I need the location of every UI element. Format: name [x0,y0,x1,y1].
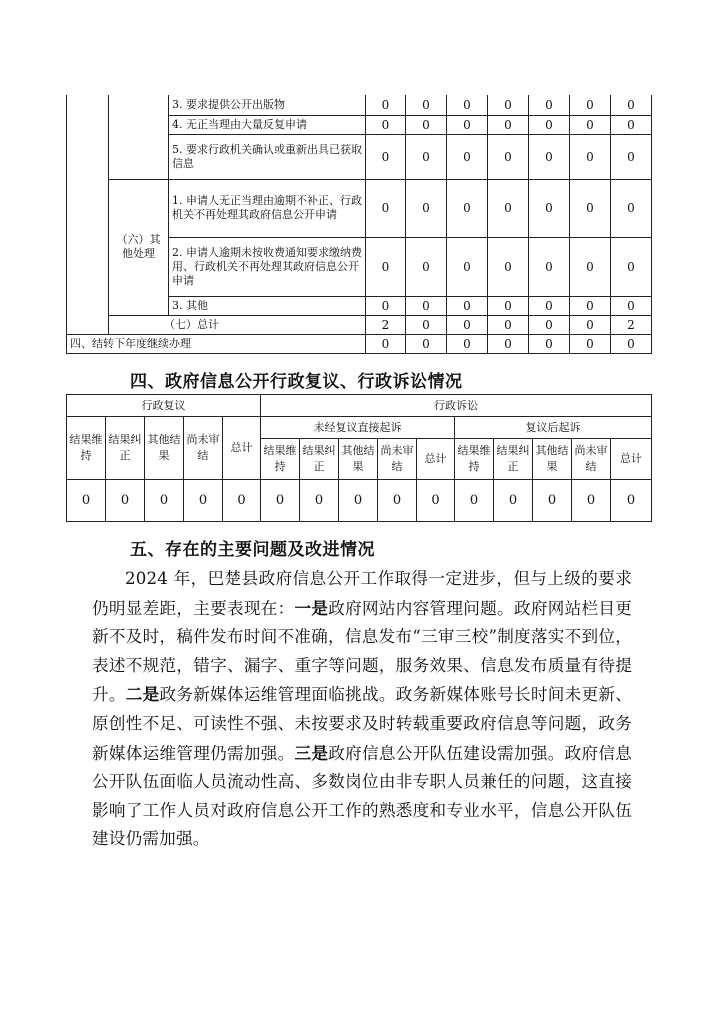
table-cell: 2024 年，巴楚县政府信息公开工作取得一定进步，但与上级的要求仍明显差距，主要表现在： [92,569,632,618]
table-cell: 0 [529,237,570,296]
table-cell: 0 [533,480,572,522]
table-cell: 0 [529,134,570,179]
table-cell: 0 [366,296,406,315]
table-cell: 尚未审结 [184,417,223,480]
table-cell: 2. 申请人逾期未按收费通知要求缴纳费用、行政机关不再处理其政府信息公开申请 [169,237,366,296]
table-cell: 0 [570,134,611,179]
table-cell: 0 [406,315,447,334]
table-cell: 0 [366,237,406,296]
group-label: （六）其他处理 [109,179,169,315]
table-cell: 0 [106,480,145,522]
table-cell: 4. 无正当理由大量反复申请 [169,115,366,134]
table-cell: 0 [406,115,447,134]
table-cell: 0 [611,334,652,353]
table-row [67,134,652,179]
table-cell: 总计 [611,439,652,480]
table-cell: 0 [570,296,611,315]
table-cell: 0 [529,315,570,334]
table-cell: 结果维持 [261,439,300,480]
table-cell: 一是 [294,597,329,618]
table-cell: 0 [406,95,447,115]
table-cell: 结果纠正 [106,417,145,480]
table-cell: 结果维持 [67,417,106,480]
table-cell: 0 [529,115,570,134]
table-cell: 0 [300,480,339,522]
table-cell: 政务新媒体运维管理面临挑战。政务新媒体账号长时间未更新、原创性不足、可读性不强、未按要求及时转载重要政府信息等问题，政务新媒体运维管理仍需加强。 [92,685,632,763]
table-cell: 0 [570,95,611,115]
table-cell: 尚未审结 [572,439,611,480]
table-cell: 0 [366,95,406,115]
table-cell: 其他结果 [145,417,184,480]
table-cell: 5. 要求行政机关确认或重新出具已获取信息 [169,134,366,179]
table-row [67,115,652,134]
carry-over-row [67,334,652,353]
table-cell: 0 [366,115,406,134]
table-cell: 0 [406,134,447,179]
table-cell: 0 [447,237,488,296]
table-cell: 0 [447,115,488,134]
table-cell: 0 [339,480,378,522]
header-after-review: 复议后起诉 [455,417,652,439]
table-cell: 0 [570,237,611,296]
table-cell: 0 [447,179,488,237]
table-cell: 总计 [223,417,261,480]
table-cell: 结果维持 [455,439,494,480]
table-cell: 0 [261,480,300,522]
section-4-title: 四、政府信息公开行政复议、行政诉讼情况 [130,372,463,392]
table-cell: 二是 [125,684,160,705]
table-cell: 0 [488,179,529,237]
table-cell: 0 [366,334,406,353]
table-cell: 0 [406,296,447,315]
review-litigation-table [66,394,652,522]
table-cell: 0 [488,296,529,315]
table-cell: 3. 要求提供公开出版物 [169,95,366,115]
table-cell: 0 [572,480,611,522]
table-cell: 0 [529,95,570,115]
table-cell: 0 [447,134,488,179]
table-cell: 0 [366,134,406,179]
table-cell: （七）总计 [109,315,366,334]
table-cell: 0 [570,179,611,237]
table-cell: 0 [611,237,652,296]
application-results-table [66,95,652,354]
table-cell: 0 [406,179,447,237]
table-cell: 其他结果 [339,439,378,480]
table-cell: 0 [488,334,529,353]
table-cell: 0 [529,296,570,315]
total-row [67,315,652,334]
table-cell: 0 [611,480,652,522]
table-cell: 0 [67,480,106,522]
table-cell: 0 [488,134,529,179]
header-direct: 未经复议直接起诉 [261,417,455,439]
header-litigation: 行政诉讼 [261,395,652,417]
table-cell: 政府信息公开队伍建设需加强。政府信息公开队伍面临人员流动性高、多数岗位由非专职人员兼任的问题，这直接影响了工作人员对政府信息公开工作的熟悉度和专业水平，信息公开队伍建设仍需加强。 [92,743,632,849]
table-cell: 0 [494,480,533,522]
table-cell: 政府网站内容管理问题。政府网站栏目更新不及时，稿件发布时间不准确，信息发布“三审三校”制度落实不到位，表述不规范，错字、漏字、重字等问题，服务效果、信息发布质量有待提升。 [92,598,632,705]
table-cell: 0 [417,480,455,522]
header-review: 行政复议 [67,395,261,417]
table-cell: 2 [366,315,406,334]
table-cell: 0 [447,334,488,353]
table-cell: 0 [611,134,652,179]
table-cell: 总计 [417,439,455,480]
table-row [67,179,652,237]
table-cell: 0 [145,480,184,522]
table-cell: 四、结转下年度继续办理 [67,334,366,353]
table-cell: 1. 申请人无正当理由逾期不补正、行政机关不再处理其政府信息公开申请 [169,179,366,237]
table-cell: 0 [611,296,652,315]
table-cell: 3. 其他 [169,296,366,315]
table-cell: 0 [611,95,652,115]
table-cell: 三是 [294,742,329,763]
table-cell: 尚未审结 [378,439,417,480]
table-cell: 0 [570,115,611,134]
table-cell: 0 [529,334,570,353]
table-cell: 0 [184,480,223,522]
table-cell: 0 [447,296,488,315]
table-row [67,95,652,115]
table-cell: 0 [455,480,494,522]
table-cell: 0 [447,95,488,115]
table-cell: 0 [223,480,261,522]
section-5-title: 五、存在的主要问题及改进情况 [130,540,375,560]
table-cell: 0 [488,115,529,134]
table-cell: 0 [406,334,447,353]
table-cell: 0 [570,334,611,353]
table-cell: 0 [366,179,406,237]
table-cell: 2 [611,315,652,334]
table-cell: 0 [529,179,570,237]
table-cell: 0 [611,115,652,134]
table-cell: 0 [378,480,417,522]
table-cell: 其他结果 [533,439,572,480]
table-cell: 0 [488,315,529,334]
table-cell: 结果纠正 [300,439,339,480]
table-cell: 0 [611,179,652,237]
table-cell: 0 [570,315,611,334]
table-cell: 0 [447,315,488,334]
problems-paragraph [92,565,632,854]
table-cell: 0 [488,237,529,296]
table-row [67,480,652,522]
table-cell: 0 [406,237,447,296]
table-cell: 结果纠正 [494,439,533,480]
table-cell: 0 [488,95,529,115]
